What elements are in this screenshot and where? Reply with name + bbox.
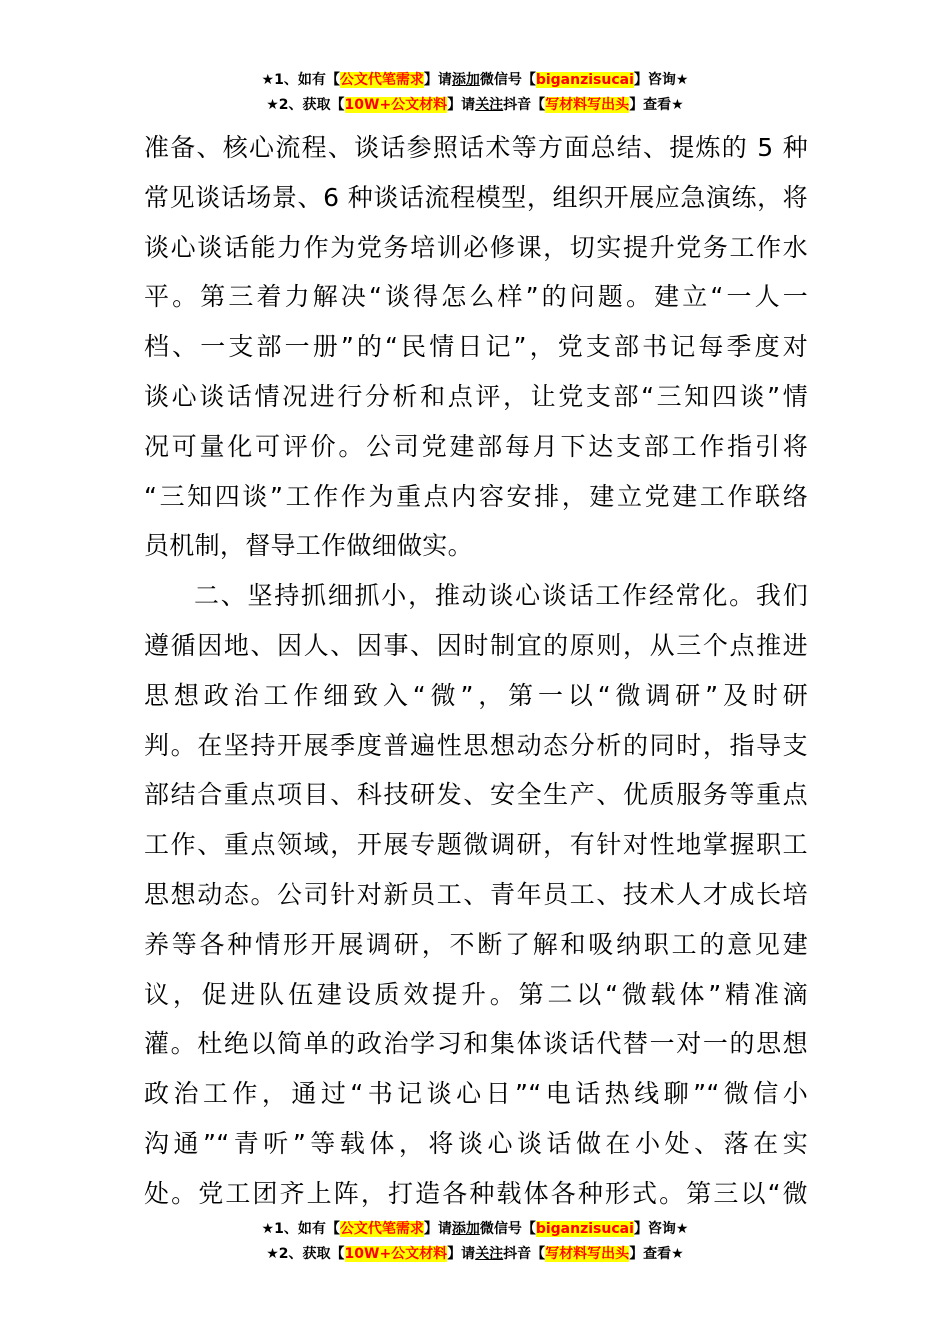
banner-text: 】咨询★ [633,72,689,88]
body-line: 档、一支部一册”的“民情日记”，党支部书记每季度对 [144,332,808,362]
highlight-wechat-id: biganzisucai [535,72,634,88]
highlight-materials: 10W+公文材料 [344,97,448,113]
header-banner-line-1 [0,68,950,93]
underlined-text: 关注 [475,97,504,113]
banner-text: 】查看★ [629,1246,684,1262]
body-line: 部结合重点项目、科技研发、安全生产、优质服务等重点 [144,780,808,810]
banner-text: 】咨询★ [633,1221,689,1237]
document-body [144,123,808,1219]
underlined-text: 添加 [451,72,480,88]
body-line: 遵循因地、因人、因事、因时制宜的原则，从三个点推进 [144,630,808,660]
highlight-service: 公文代笔需求 [339,1221,424,1237]
banner-text: 】请 [423,1221,452,1237]
body-line: 灌。杜绝以简单的政治学习和集体谈话代替一对一的思想 [144,1029,808,1059]
banner-text: ★1、如有【 [261,1221,340,1237]
body-line: “三知四谈”工作作为重点内容安排，建立党建工作联络 [144,481,808,511]
body-line: 员机制，督导工作做细做实。 [144,531,473,561]
highlight-douyin-id: 写材料写出头 [545,1246,630,1262]
body-line: 工作、重点领域，开展专题微调研，有针对性地掌握职工 [144,830,808,860]
banner-text: ★2、获取【 [266,97,345,113]
highlight-materials: 10W+公文材料 [344,1246,448,1262]
header-banner [0,68,950,118]
footer-banner [0,1217,950,1267]
banner-text: 】请 [423,72,452,88]
body-line: 常见谈话场景、6 种谈话流程模型，组织开展应急演练，将 [144,182,808,212]
banner-text: 】查看★ [629,97,684,113]
underlined-text: 添加 [451,1221,480,1237]
body-line: 况可量化可评价。公司党建部每月下达支部工作指引将 [144,431,808,461]
banner-text: 微信号【 [479,1221,536,1237]
body-line: 议，促进队伍建设质效提升。第二以“微载体”精准滴 [144,979,808,1009]
footer-banner-line-2 [0,1242,950,1267]
body-line: 政治工作，通过“书记谈心日”“电话热线聊”“微信小 [144,1079,808,1109]
body-line: 处。党工团齐上阵，打造各种载体各种形式。第三以“微 [144,1178,808,1208]
body-line: 养等各种情形开展调研，不断了解和吸纳职工的意见建 [144,929,808,959]
body-line: 二、坚持抓细抓小，推动谈心谈话工作经常化。我们 [194,581,808,611]
underlined-text: 关注 [475,1246,504,1262]
highlight-douyin-id: 写材料写出头 [545,97,630,113]
body-line: 谈心谈话能力作为党务培训必修课，切实提升党务工作水 [144,232,808,262]
banner-text: 】请 [447,97,476,113]
body-line: 思想政治工作细致入“微”，第一以“微调研”及时研 [144,680,808,710]
banner-text: 抖音【 [503,97,546,113]
body-line: 准备、核心流程、谈话参照话术等方面总结、提炼的 5 种 [144,133,808,162]
highlight-service: 公文代笔需求 [339,72,424,88]
body-line: 平。第三着力解决“谈得怎么样”的问题。建立“一人一 [144,282,808,312]
banner-text: ★2、获取【 [266,1246,345,1262]
footer-banner-line-1 [0,1217,950,1242]
body-line: 谈心谈话情况进行分析和点评，让党支部“三知四谈”情 [144,381,808,411]
banner-text: ★1、如有【 [261,72,340,88]
header-banner-line-2 [0,93,950,118]
body-line: 沟通”“青听”等载体，将谈心谈话做在小处、落在实 [144,1128,808,1158]
banner-text: 抖音【 [503,1246,546,1262]
body-line: 判。在坚持开展季度普遍性思想动态分析的同时，指导支 [144,730,808,760]
highlight-wechat-id: biganzisucai [535,1221,634,1237]
banner-text: 微信号【 [479,72,536,88]
body-line: 思想动态。公司针对新员工、青年员工、技术人才成长培 [144,879,808,909]
banner-text: 】请 [447,1246,476,1262]
